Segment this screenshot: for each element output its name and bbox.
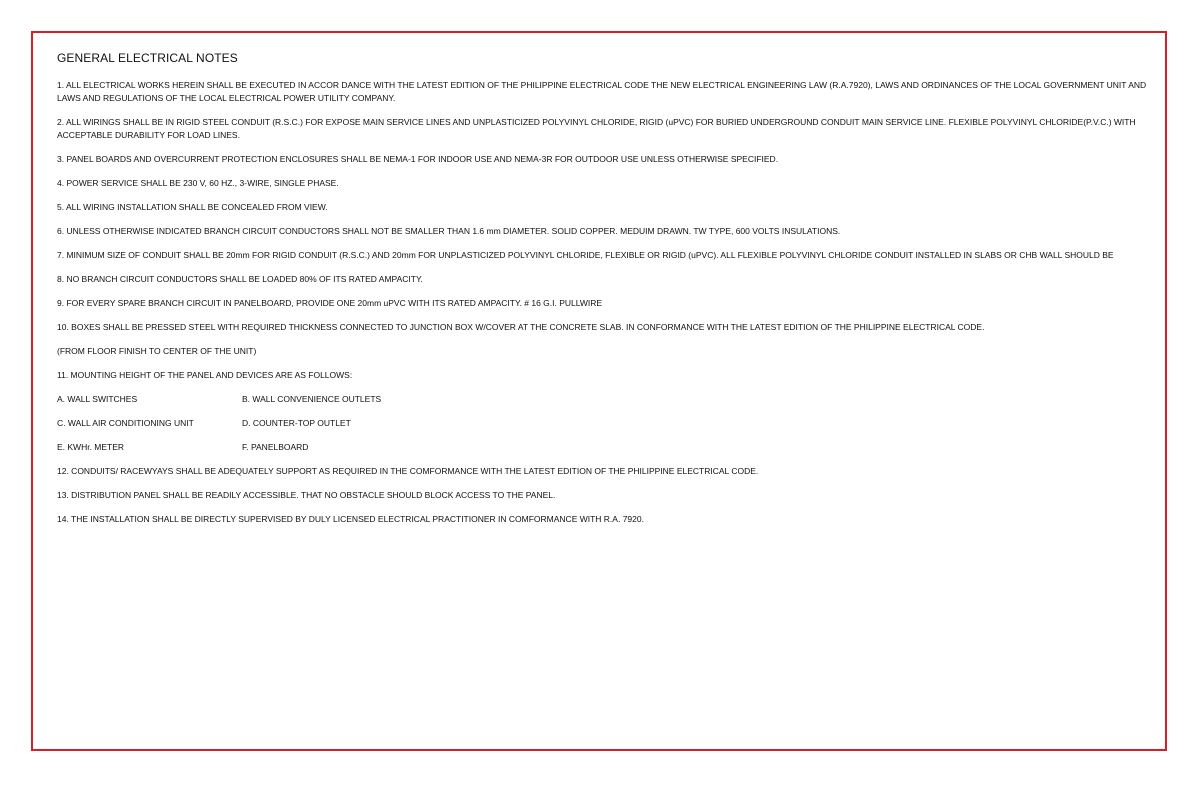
- mounting-row: [57, 393, 1147, 406]
- mounting-item-d: D. COUNTER-TOP OUTLET: [242, 418, 351, 428]
- mounting-item-b: B. WALL CONVENIENCE OUTLETS: [242, 394, 382, 404]
- note-10: 10. BOXES SHALL BE PRESSED STEEL WITH REQUIRED THICKNESS CONNECTED TO JUNCTION BOX W/COVER AT THE CONCRETE SLAB. IN CONFORMANCE WITH THE LATEST EDITION OF THE PHILIPPINE ELECTRICAL CODE.: [57, 322, 985, 332]
- note-6: 6. UNLESS OTHERWISE INDICATED BRANCH CIRCUIT CONDUCTORS SHALL NOT BE SMALLER THAN 1.6 mm DIAMETER. SOLID COPPER. MEDUIM DRAWN. TW TYPE, 600 VOLTS INSULATIONS.: [57, 226, 841, 236]
- note-13: 13. DISTRIBUTION PANEL SHALL BE READILY ACCESSIBLE. THAT NO OBSTACLE SHOULD BLOCK ACCESS TO THE PANEL.: [57, 490, 556, 500]
- mounting-row: [57, 441, 1147, 454]
- mounting-item-e: E. KWHr. METER: [57, 442, 125, 452]
- mounting-item-a: A. WALL SWITCHES: [57, 394, 138, 404]
- note-4: 4. POWER SERVICE SHALL BE 230 V, 60 HZ., 3-WIRE, SINGLE PHASE.: [57, 178, 339, 188]
- note-2: 2. ALL WIRINGS SHALL BE IN RIGID STEEL CONDUIT (R.S.C.) FOR EXPOSE MAIN SERVICE LINES AND UNPLASTICIZED POLYVINYL CHLORIDE, RIGID (uPVC) FOR BURIED UNDERGROUND CONDUIT MAIN SERVICE LINE. FLEXIBLE POLYVINYL CHLORIDE(P.V.C.) WITH ACCEPTABLE DURABILITY FOR LOAD LINES.: [57, 117, 1136, 140]
- mounting-item-f: F. PANELBOARD: [242, 442, 309, 452]
- mounting-row: [57, 417, 1147, 430]
- sheet-border: [31, 31, 1167, 751]
- note-8: 8. NO BRANCH CIRCUIT CONDUCTORS SHALL BE LOADED 80% OF ITS RATED AMPACITY.: [57, 274, 423, 284]
- note-5: 5. ALL WIRING INSTALLATION SHALL BE CONCEALED FROM VIEW.: [57, 202, 328, 212]
- document-title: GENERAL ELECTRICAL NOTES: [57, 51, 238, 65]
- note-3: 3. PANEL BOARDS AND OVERCURRENT PROTECTION ENCLOSURES SHALL BE NEMA-1 FOR INDOOR USE AND NEMA-3R FOR OUTDOOR USE UNLESS OTHERWISE SPECIFIED.: [57, 154, 779, 164]
- note-12: 12. CONDUITS/ RACEWYAYS SHALL BE ADEQUATELY SUPPORT AS REQUIRED IN THE COMFORMANCE WITH THE LATEST EDITION OF THE PHILIPPINE ELECTRICAL CODE.: [57, 466, 759, 476]
- note-9: 9. FOR EVERY SPARE BRANCH CIRCUIT IN PANELBOARD, PROVIDE ONE 20mm uPVC WITH ITS RATED AMPACITY. # 16 G.I. PULLWIRE: [57, 298, 603, 308]
- mounting-item-c: C. WALL AIR CONDITIONING UNIT: [57, 418, 194, 428]
- note-14: 14. THE INSTALLATION SHALL BE DIRECTLY SUPERVISED BY DULY LICENSED ELECTRICAL PRACTITIONER IN COMFORMANCE WITH R.A. 7920.: [57, 514, 644, 524]
- note-1: 1. ALL ELECTRICAL WORKS HEREIN SHALL BE EXECUTED IN ACCOR DANCE WITH THE LATEST EDITION OF THE PHILIPPINE ELECTRICAL CODE THE NEW ELECTRICAL ENGINEERING LAW (R.A.7920), LAWS AND ORDINANCES OF THE LOCAL GOVERNMENT UNIT AND LAWS AND REGULATIONS OF THE LOCAL ELECTRICAL POWER UTILITY COMPANY.: [57, 80, 1147, 103]
- notes-content: [57, 51, 1147, 537]
- note-11: 11. MOUNTING HEIGHT OF THE PANEL AND DEVICES ARE AS FOLLOWS:: [57, 370, 353, 380]
- note-7: 7. MINIMUM SIZE OF CONDUIT SHALL BE 20mm FOR RIGID CONDUIT (R.S.C.) AND 20mm FOR UNPLASTICIZED POLYVINYL CHLORIDE, FLEXIBLE OR RIGID (uPVC). ALL FLEXIBLE POLYVINYL CHLORIDE CONDUIT INSTALLED IN SLABS OR CHB WALL SHOULD BE: [57, 250, 1114, 260]
- mounting-reference-note: (FROM FLOOR FINISH TO CENTER OF THE UNIT): [57, 346, 257, 356]
